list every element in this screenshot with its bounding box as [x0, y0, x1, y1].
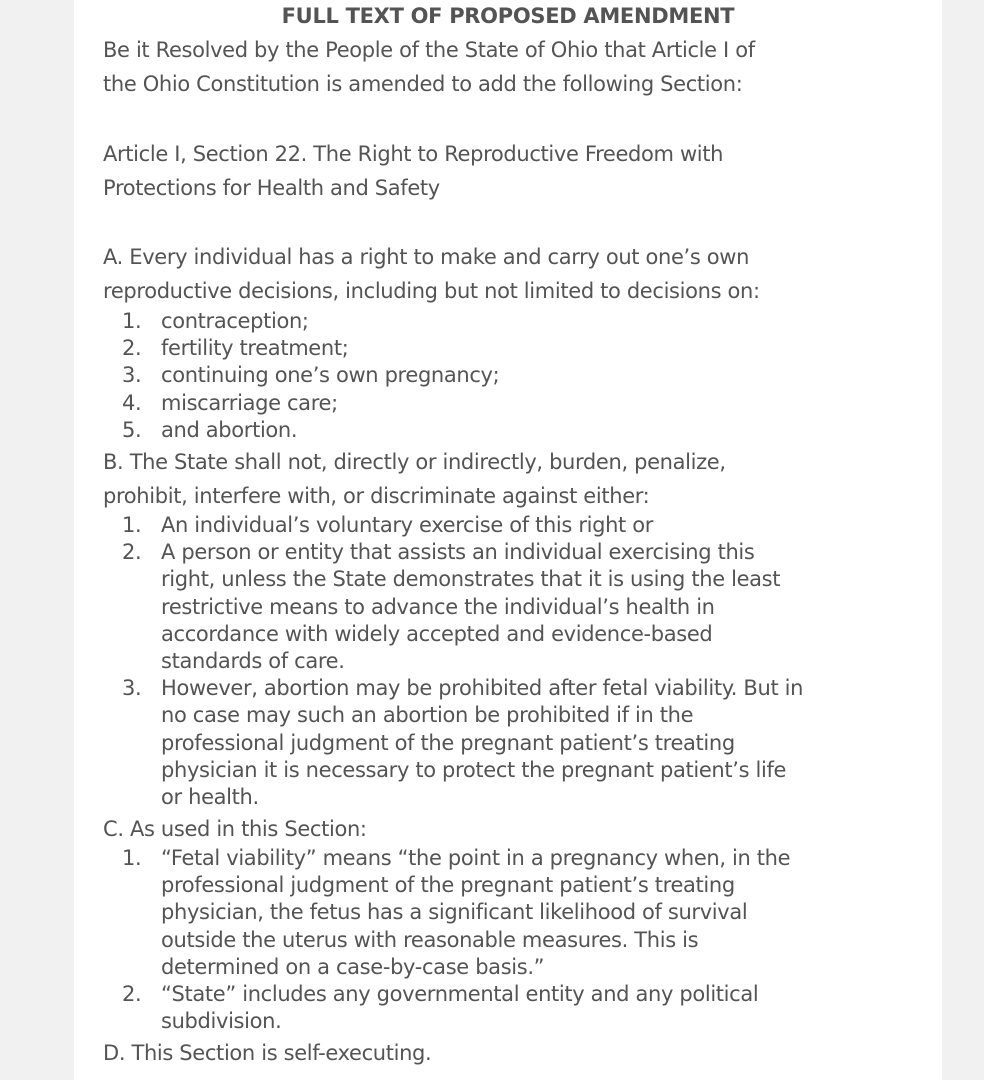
section-d-text	[103, 1036, 431, 1070]
list-item	[122, 417, 499, 444]
text-line: restrictive means to advance the individual’s health in	[161, 594, 715, 619]
text-line: continuing one’s own pregnancy;	[161, 363, 500, 388]
text-line: contraception;	[161, 309, 309, 333]
list-item	[122, 308, 499, 335]
text-line: An individual’s voluntary exercise of this right or	[161, 513, 654, 537]
text-line: accordance with widely accepted and evidence-based	[161, 621, 713, 646]
text-line: prohibit, interfere with, or discriminate against either:	[103, 484, 650, 508]
text-line: physician it is necessary to protect the pregnant patient’s life	[161, 757, 787, 782]
text-line: miscarriage care;	[161, 390, 338, 415]
list-item	[122, 845, 790, 981]
text-line: professional judgment of the pregnant patient’s treating	[161, 873, 735, 898]
resolution-intro	[103, 33, 755, 101]
list-number: 2.	[122, 540, 142, 565]
text-line: determined on a case-by-case basis.”	[161, 954, 545, 979]
text-line: Be it Resolved by the People of the State of Ohio that Article I of	[103, 38, 755, 62]
text-line: D. This Section is self-executing.	[103, 1041, 432, 1065]
text-line: fertility treatment;	[161, 336, 349, 361]
section-b-list	[122, 512, 803, 811]
text-line: subdivision.	[161, 1009, 282, 1034]
document-title: FULL TEXT OF PROPOSED AMENDMENT	[281, 4, 735, 28]
list-number: 2.	[122, 982, 142, 1007]
list-item	[122, 539, 803, 675]
text-line: or health.	[161, 785, 259, 810]
text-line: the Ohio Constitution is amended to add the following Section:	[103, 72, 743, 96]
section-heading	[103, 137, 723, 205]
text-line: and abortion.	[161, 417, 298, 442]
text-line: professional judgment of the pregnant patient’s treating	[161, 730, 735, 755]
list-number: 4.	[122, 390, 142, 415]
list-item	[122, 512, 803, 539]
text-line: outside the uterus with reasonable measures. This is	[161, 927, 699, 952]
text-line: reproductive decisions, including but not limited to decisions on:	[103, 279, 760, 303]
list-item	[122, 675, 803, 811]
list-number: 1.	[122, 309, 142, 333]
text-line: B. The State shall not, directly or indirectly, burden, penalize,	[103, 450, 726, 474]
text-line: right, unless the State demonstrates that it is using the least	[161, 567, 781, 592]
section-c-text	[103, 812, 367, 846]
text-line: standards of care.	[161, 649, 345, 674]
text-line: “State” includes any governmental entity and any political	[161, 982, 759, 1007]
text-line: Protections for Health and Safety	[103, 176, 440, 200]
section-b-text	[103, 445, 726, 513]
text-line: no case may such an abortion be prohibited if in the	[161, 703, 694, 728]
section-a-text	[103, 240, 760, 308]
list-item	[122, 335, 499, 362]
list-item	[122, 981, 790, 1035]
list-number: 1.	[122, 846, 142, 870]
text-line: C. As used in this Section:	[103, 817, 367, 841]
document-page	[74, 0, 942, 1080]
text-line: A. Every individual has a right to make and carry out one’s own	[103, 245, 750, 269]
list-item	[122, 362, 499, 389]
list-number: 5.	[122, 417, 142, 442]
list-item	[122, 390, 499, 417]
list-number: 1.	[122, 513, 142, 537]
list-number: 2.	[122, 336, 142, 361]
text-line: Article I, Section 22. The Right to Reproductive Freedom with	[103, 142, 724, 166]
list-number: 3.	[122, 363, 142, 388]
section-a-list	[122, 308, 499, 444]
text-line: However, abortion may be prohibited after fetal viability. But in	[161, 676, 804, 701]
section-c-list	[122, 845, 790, 1035]
text-line: A person or entity that assists an individual exercising this	[161, 540, 755, 565]
text-line: “Fetal viability” means “the point in a pregnancy when, in the	[161, 846, 791, 870]
text-line: physician, the fetus has a significant likelihood of survival	[161, 900, 748, 925]
list-number: 3.	[122, 676, 142, 701]
